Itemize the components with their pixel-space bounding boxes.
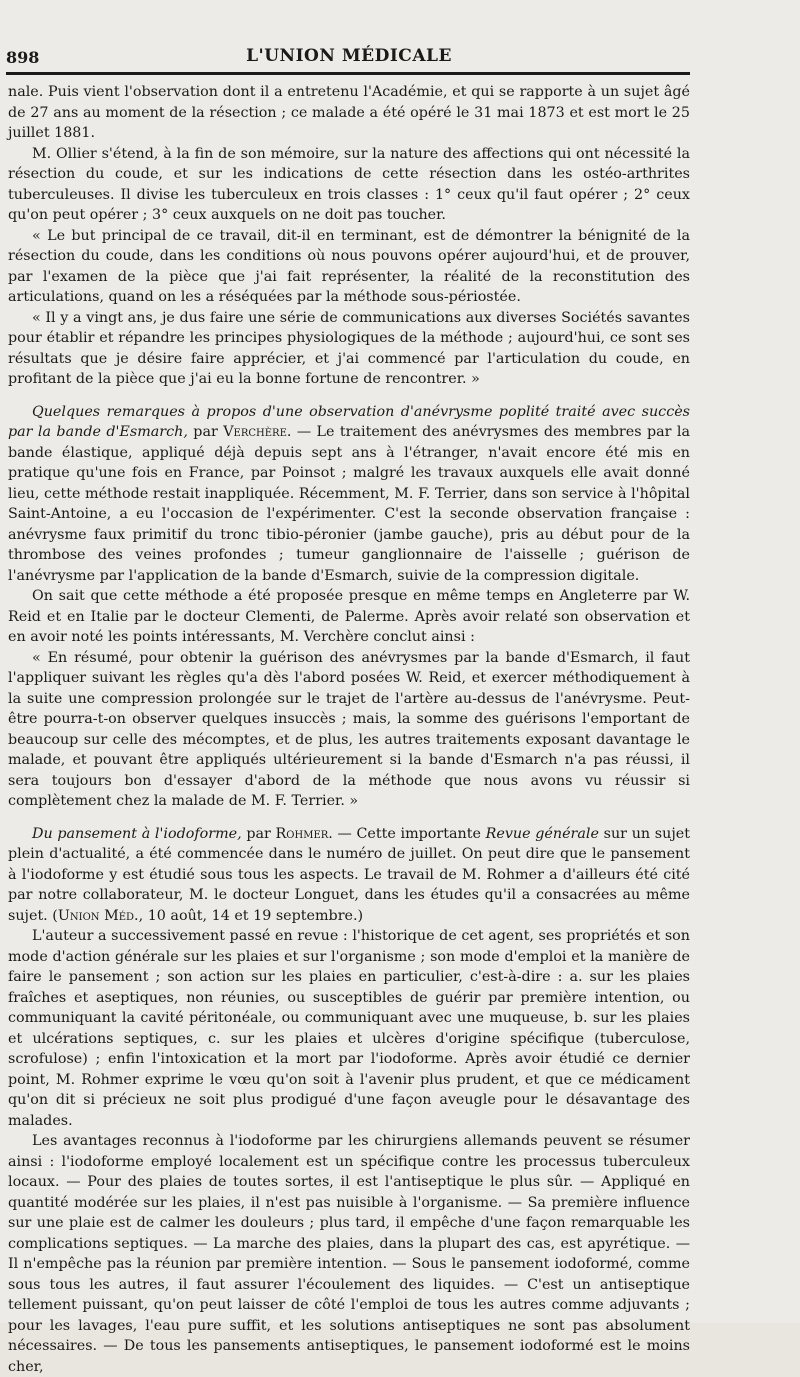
article-body	[8, 82, 690, 1377]
running-title: L'UNION MÉDICALE	[246, 46, 452, 66]
paragraph: L'auteur a successivement passé en revue : l'historique de cet agent, ses propriétés et son mode d'action générale sur les plaies et sur l'organisme ; son mode d'emploi et la manière de faire le pansement ; son action sur les plaies en particulier, c'est-à-dire : a. sur les plaies fraîches et aseptiques, non réunies, ou susceptibles de guérir par première intention, ou communiquant la cavité péritonéale, ou communiquant avec une muqueuse, b. sur les plaies et ulcérations septiques, c. sur les plaies et ulcères d'origine spécifique (tuberculose, scrofulose) ; enfin l'intoxication et la mort par l'iodoforme. Après avoir étudié ce dernier point, M. Rohmer exprime le vœu qu'on soit à l'avenir plus prudent, et que ce médicament qu'on dit si précieux ne soit plus prodigué d'une façon aveugle pour le désavantage des malades.	[8, 928, 690, 1129]
paragraph: « Le but principal de ce travail, dit-il en terminant, est de démontrer la bénignité de la résection du coude, dans les conditions où nous pouvons opérer aujourd'hui, et de prouver, par l'examen de la pièce que j'ai fait représenter, la réalité de la reconstitution des articulations, quand on les a réséquées par la méthode sous-périostée.	[8, 227, 690, 305]
section-text: sur un sujet plein d'actualité, a été commencée dans le numéro de juillet. On peut dire que le pansement à l'iodoforme y est étudié sous tous les aspects. Le travail de M. Rohmer a d'ailleurs été cité par notre collaborateur, M. le docteur Longuet, dans les études qu'il a consacrées au même sujet. (	[8, 825, 690, 924]
journal-reference: Union Méd.	[57, 907, 139, 924]
section-author: Verchère.	[223, 424, 292, 440]
section-title: Quelques remarques à propos d'une observation d'anévrysme poplité traité avec succès par la bande d'Esmarch,	[8, 403, 690, 440]
paragraph: On sait que cette méthode a été proposée presque en même temps en Angleterre par W. Reid et en Italie par le docteur Clementi, de Palerme. Après avoir relaté son observation et en avoir noté les points intéressants, M. Verchère conclut ainsi :	[8, 588, 690, 645]
by-word: par	[241, 825, 276, 842]
paragraph: « Il y a vingt ans, je dus faire une série de communications aux diverses Sociétés savantes pour établir et répandre les principes physiologiques de la méthode ; aujourd'hui, ce sont ses résultats que je désire faire apprécier, et j'ai commencé par l'articulation du coude, en profitant de la pièce que j'ai eu la bonne fortune de rencontrer. »	[8, 309, 690, 387]
by-word: par	[187, 424, 224, 440]
section-text: , 10 août, 14 et 19 septembre.)	[138, 907, 364, 924]
section-author: Rohmer.	[275, 825, 333, 842]
journal-title: Revue générale	[485, 825, 599, 842]
section-title: Du pansement à l'iodoforme,	[32, 825, 242, 842]
section-verchere	[8, 402, 690, 587]
paragraph: « En résumé, pour obtenir la guérison des anévrysmes par la bande d'Esmarch, il faut l'appliquer suivant les règles qu'a dès l'abord posées W. Reid, et exercer méthodiquement à la suite une compression prolongée sur le trajet de l'artère au-dessus de l'anévrysme. Peut-être pourra-t-on observer quelques insuccès ; mais, la somme des guérisons l'emportant de beaucoup sur celle des mécomptes, et de plus, les autres traitements exposant davantage le malade, et pouvant être appliqués ultérieurement si la bande d'Esmarch n'a pas réussi, il sera toujours bon d'essayer d'abord de la méthode que nous avons vu réussir si complètement chez la malade de M. F. Terrier. »	[8, 649, 690, 809]
paragraph: nale. Puis vient l'observation dont il a entretenu l'Académie, et qui se rapporte à un sujet âgé de 27 ans au moment de la résection ; ce malade a été opéré le 31 mai 1873 et est mort le 25 juillet 1881.	[8, 84, 690, 141]
section-text: — Cette importante	[332, 825, 486, 842]
page-header	[6, 40, 692, 70]
page-number: 898	[6, 48, 40, 67]
paragraph: M. Ollier s'étend, à la fin de son mémoire, sur la nature des affections qui ont nécessité la résection du coude, et sur les indications de cette résection dans les ostéo-arthrites tuberculeuses. Il divise les tuberculeux en trois classes : 1° ceux qu'il faut opérer ; 2° ceux qu'on peut opérer ; 3° ceux auxquels on ne doit pas toucher.	[8, 145, 690, 223]
paragraph: Les avantages reconnus à l'iodoforme par les chirurgiens allemands peuvent se résumer ainsi : l'iodoforme employé localement est un spécifique contre les processus tuberculeux locaux. — Pour des plaies de toutes sortes, il est l'antiseptique le plus sûr. — Appliqué en quantité modérée sur les plaies, il n'est pas nuisible à l'organisme. — Sa première influence sur une plaie est de calmer les douleurs ; plus tard, il empêche d'une façon remarquable les complications septiques. — La marche des plaies, dans la plupart des cas, est apyrétique. — Il n'empêche pas la réunion par première intention. — Sous le pansement iodoformé, comme sous tous les autres, il faut assurer l'écoulement des liquides. — C'est un antiseptique tellement puissant, qu'on peut laisser de côté l'emploi de tous les autres comme adjuvants ; pour les lavages, l'eau pure suffit, et les solutions antiseptiques ne sont pas absolument nécessaires. — De tous les pansements antiseptiques, le pansement iodoformé est le moins cher,	[8, 1133, 690, 1375]
section-rohmer	[8, 824, 690, 927]
section-text: — Le traitement des anévrysmes des membres par la bande élastique, appliqué déjà depuis sept ans à l'étranger, n'avait encore été mis en pratique qu'une fois en France, par Poinsot ; malgré les travaux auxquels elle avait donné lieu, cette méthode restait inappliquée. Récemment, M. F. Terrier, dans son service à l'hôpital Saint-Antoine, a eu l'occasion de l'expérimenter. C'est la seconde observation française : anévrysme faux primitif du tronc tibio-péronier (jambe gauche), pris au début pour de la thrombose des veines profondes ; tumeur ganglionnaire de l'aisselle ; guérison de l'anévrysme par l'application de la bande d'Esmarch, suivie de la compression digitale.	[8, 424, 690, 584]
header-rule	[6, 72, 690, 75]
